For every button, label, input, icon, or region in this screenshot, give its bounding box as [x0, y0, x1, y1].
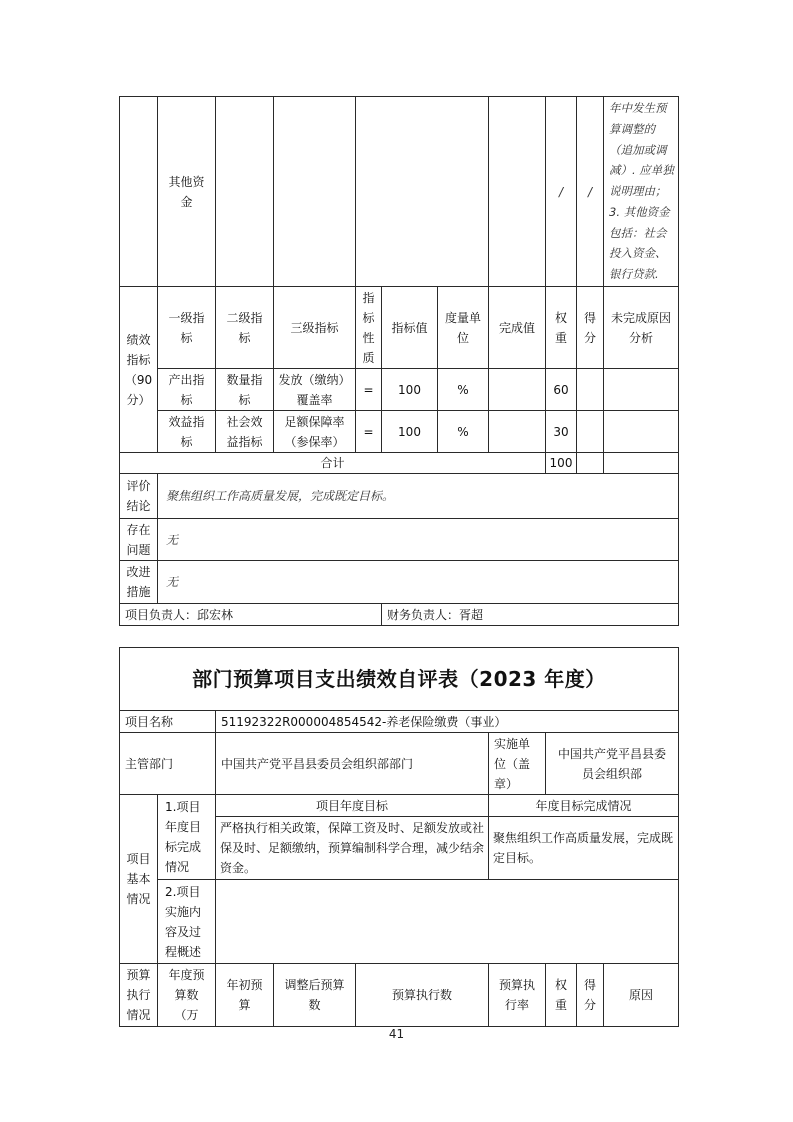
completion-header	[488, 794, 679, 817]
row1-level1	[157, 368, 216, 411]
empty-cell	[488, 96, 546, 287]
header-level3-text: 三级指标	[290, 320, 339, 335]
project-name-label	[119, 710, 216, 733]
improvements-value	[157, 560, 679, 604]
row2-weight-text: 30	[553, 424, 569, 439]
row1-level2	[215, 368, 274, 411]
table-title-text: 部门预算项目支出绩效自评表（2023 年度）	[192, 667, 606, 691]
empty-cell	[273, 96, 356, 287]
implementing-unit-value-text: 中国共产党平昌县委员会组织部	[557, 746, 666, 781]
conclusion-value-text: 聚焦组织工作高质量发展，完成既定目标。	[166, 489, 395, 503]
row2-score	[576, 410, 604, 453]
header-execution-rate-text: 预算执行率	[498, 978, 535, 1012]
project-name-value	[215, 710, 679, 733]
budget-execution-label	[119, 963, 158, 1027]
header-unit-text: 度量单位	[444, 310, 481, 345]
header-level1-text: 一级指标	[168, 310, 205, 345]
row1-target	[381, 368, 438, 411]
header-level2-text: 二级指标	[226, 310, 263, 345]
row2-level2	[215, 410, 274, 453]
row2-nature	[355, 410, 382, 453]
header-level1	[157, 286, 216, 369]
header-target	[381, 286, 438, 369]
header-execution-rate	[488, 963, 546, 1027]
row1-weight	[545, 368, 577, 411]
row1-unit	[437, 368, 489, 411]
issues-value-text: 无	[166, 532, 179, 547]
row1-nature	[355, 368, 382, 411]
page-number: 41	[388, 1027, 405, 1041]
row1-actual	[488, 368, 546, 411]
completion-text-content: 聚焦组织工作高质量发展，完成既定目标。	[493, 831, 674, 865]
department-label-text: 主管部门	[125, 756, 174, 771]
department-value-text: 中国共产党平昌县委员会组织部部门	[221, 756, 414, 771]
note-line: 投入资金、	[609, 246, 667, 261]
empty-cell	[119, 96, 158, 287]
row2-level1-text: 效益指标	[168, 414, 205, 449]
note-line: 银行贷款.	[609, 267, 659, 282]
header-level2	[215, 286, 274, 369]
header-target-text: 指标值	[391, 320, 428, 335]
finance-lead-text: 财务负责人：胥超	[387, 607, 484, 622]
row1-level3-text: 发放（缴纳）覆盖率	[278, 372, 351, 407]
goal-text	[215, 816, 489, 880]
row1-reason	[603, 368, 679, 411]
header-initial-budget-text: 年初预算	[226, 978, 263, 1012]
header-budget-reason	[603, 963, 679, 1027]
row2-weight	[545, 410, 577, 453]
goal-header-text: 项目年度目标	[315, 798, 388, 813]
indicators-section-label	[119, 286, 158, 453]
row2-target-text: 100	[398, 424, 421, 439]
note-line: 算调整的	[609, 121, 655, 136]
header-score	[576, 286, 604, 369]
header-level3	[273, 286, 356, 369]
indicators-section-label-text: 绩效指标（90分）	[124, 332, 153, 407]
total-weight	[545, 452, 577, 474]
process-section-label	[157, 879, 216, 964]
department-label	[119, 732, 216, 795]
budget-execution-label-text: 预算执行情况	[126, 968, 151, 1022]
note-line: 说明理由；	[609, 184, 667, 199]
header-reason-text: 未完成原因分析	[610, 310, 671, 345]
row1-level2-text: 数量指标	[226, 372, 263, 407]
row2-level1	[157, 410, 216, 453]
project-name-label-text: 项目名称	[125, 714, 174, 729]
row1-score	[576, 368, 604, 411]
table-title	[119, 647, 679, 711]
project-lead	[119, 603, 382, 626]
basic-info-label-text: 项目基本情况	[126, 852, 151, 906]
improvements-label-text: 改进措施	[126, 565, 151, 599]
row2-unit-text: %	[457, 424, 469, 439]
header-score-text: 得分	[583, 310, 596, 345]
header-unit	[437, 286, 489, 369]
total-label	[119, 452, 546, 474]
header-nature-text: 指标性质	[362, 290, 375, 365]
note-line: （追加或调	[609, 142, 667, 157]
conclusion-label	[119, 473, 158, 519]
header-reason	[603, 286, 679, 369]
row2-target	[381, 410, 438, 453]
header-budget-weight	[545, 963, 577, 1027]
header-annual-budget	[157, 963, 216, 1027]
header-actual	[488, 286, 546, 369]
note-line: 3. 其他资金	[609, 204, 670, 219]
basic-info-label	[119, 794, 158, 964]
goal-section-label	[157, 794, 216, 880]
empty-cell	[215, 96, 274, 287]
row2-level3	[273, 410, 356, 453]
process-section-label-text: 2.项目实施内容及过程概述	[165, 884, 202, 959]
row1-unit-text: %	[457, 382, 469, 397]
header-adjusted-budget-text: 调整后预算数	[284, 978, 345, 1012]
row1-target-text: 100	[398, 382, 421, 397]
header-budget-weight-text: 权重	[554, 978, 567, 1012]
implementing-unit-label	[488, 732, 546, 795]
header-budget-score	[576, 963, 604, 1027]
other-funds-label	[157, 96, 216, 287]
row2-nature-text: =	[363, 424, 374, 439]
issues-value	[157, 518, 679, 561]
completion-text	[488, 816, 679, 880]
header-weight-text: 权重	[554, 310, 567, 345]
goal-section-label-text: 1.项目年度目标完成情况	[165, 800, 202, 874]
completion-header-text: 年度目标完成情况	[535, 798, 632, 813]
total-reason	[603, 452, 679, 474]
header-annual-budget-text: 年度预算数（万	[168, 968, 205, 1022]
header-weight	[545, 286, 577, 369]
project-name-value-text: 51192322R000004854542-养老保险缴费（事业）	[221, 714, 507, 729]
note-line: 包括：社会	[609, 225, 667, 240]
total-weight-text: 100	[549, 456, 573, 470]
process-description	[215, 879, 679, 964]
goal-text-content: 严格执行相关政策，保障工资及时、足额发放或社保及时、足额缴纳，预算编制科学合理，减少结余资金。	[220, 821, 485, 875]
row1-weight-text: 60	[553, 382, 569, 397]
header-executed	[355, 963, 489, 1027]
row2-reason	[603, 410, 679, 453]
issues-label	[119, 518, 158, 561]
improvements-value-text: 无	[166, 575, 179, 589]
implementing-unit-label-text: 实施单位（盖章）	[494, 736, 531, 791]
row2-actual	[488, 410, 546, 453]
finance-lead	[381, 603, 679, 626]
header-nature	[355, 286, 382, 369]
total-label-text: 合计	[320, 456, 345, 470]
row1-nature-text: =	[363, 382, 374, 397]
other-funds-label-text: 其他资金	[168, 174, 205, 209]
conclusion-value	[157, 473, 679, 519]
header-budget-score-text: 得分	[583, 978, 596, 1012]
other-funds-weight-text: /	[558, 184, 564, 199]
issues-label-text: 存在问题	[126, 522, 151, 557]
total-score	[576, 452, 604, 474]
row2-level3-text: 足额保障率（参保率）	[284, 414, 345, 449]
improvements-label	[119, 560, 158, 604]
conclusion-label-text: 评价结论	[126, 479, 151, 513]
department-value	[215, 732, 489, 795]
header-adjusted-budget	[273, 963, 356, 1027]
header-initial-budget	[215, 963, 274, 1027]
empty-cell	[355, 96, 489, 287]
header-actual-text: 完成值	[498, 320, 535, 335]
header-executed-text: 预算执行数	[391, 988, 452, 1002]
project-lead-text: 项目负责人：邱宏林	[125, 607, 234, 622]
other-funds-weight	[545, 96, 577, 287]
other-funds-note	[603, 96, 679, 287]
goal-header	[215, 794, 489, 817]
note-line: 年中发生预	[609, 100, 667, 115]
row1-level3	[273, 368, 356, 411]
note-line: 减）. 应单独	[609, 163, 674, 178]
implementing-unit-value	[545, 732, 679, 795]
row2-unit	[437, 410, 489, 453]
row2-level2-text: 社会效益指标	[226, 414, 263, 449]
row1-level1-text: 产出指标	[168, 372, 205, 407]
header-budget-reason-text: 原因	[628, 988, 653, 1002]
other-funds-score	[576, 96, 604, 287]
other-funds-score-text: /	[587, 184, 593, 199]
